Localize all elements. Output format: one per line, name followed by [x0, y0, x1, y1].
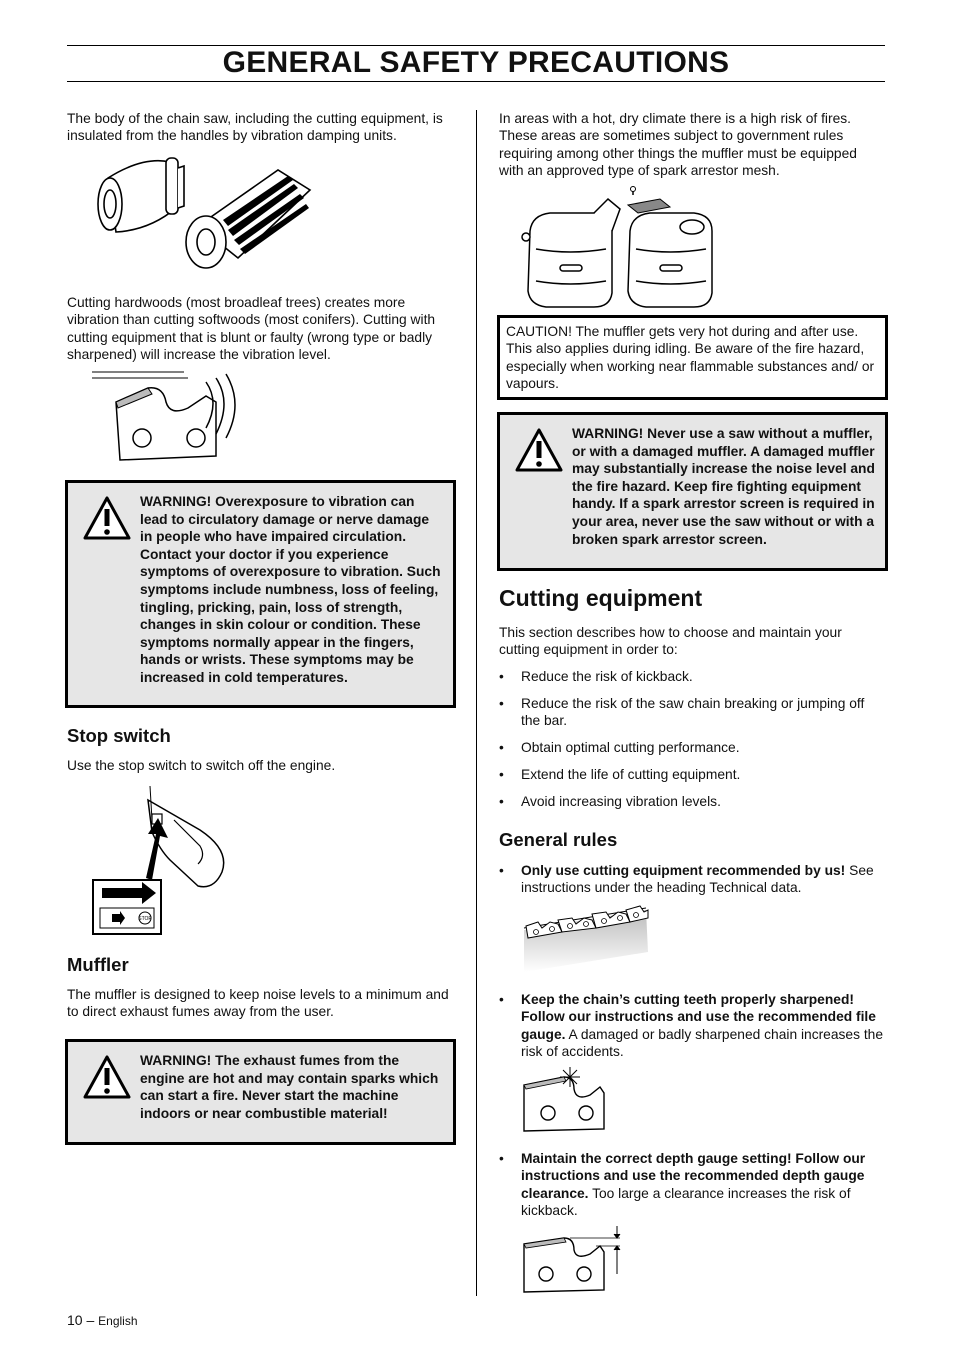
paragraph-hardwoods: Cutting hardwoods (most broadleaf trees) creates more vibration than cutting softwoods (most conifers). Cutting with cutting equipment that is blunt or faulty (wrong type or badly sharpened) will increase the vibration level. — [67, 295, 436, 363]
rule-bold-text: Maintain the correct depth gauge setting! Follow our instructions and use the recommended depth gauge clearance. — [521, 1151, 866, 1201]
paragraph-vibration-units: The body of the chain saw, including the cutting equipment, is insulated from the handles by vibration damping units. — [67, 111, 443, 144]
paragraph-cutting-intro: This section describes how to choose and maintain your cutting equipment in order to: — [499, 625, 842, 658]
bullet-dot: • — [499, 1151, 504, 1166]
list-item: • Extend the life of cutting equipment. — [499, 766, 885, 783]
paragraph-muffler: The muffler is designed to keep noise levels to a minimum and to direct exhaust fumes away from the user. — [67, 987, 449, 1020]
paragraph-hot-climate: In areas with a hot, dry climate there is a high risk of fires. These areas are sometimes subject to government rules requiring among other things the muffler must be equipped with an approved type of spark arrestor mesh. — [499, 111, 857, 179]
warning-box-exhaust — [65, 1039, 456, 1145]
rule-item-depth-gauge — [499, 1150, 885, 1220]
damping-units-illustration — [88, 150, 323, 280]
warning-triangle-icon — [82, 1054, 132, 1100]
warning-text-vibration: WARNING! Overexposure to vibration can lead to circulatory damage or nerve damage in people who have impaired circulation. Contact your doctor if you experience symptoms of overexposure to vibration. Such symptoms include numbness, loss of feeling, tingling, pricking, pain, loss of strength, changes in skin colour or condition. These symptoms normally appear in the fingers, hands or wrists. These symptoms may be increased in cold temperatures. — [140, 494, 441, 685]
warning-triangle-icon — [514, 427, 564, 473]
cutting-goals-list — [499, 668, 885, 820]
cutting-tooth-illustration — [520, 1065, 610, 1135]
bullet-dot: • — [499, 863, 504, 878]
list-item: • Reduce the risk of kickback. — [499, 668, 885, 685]
footer-language: English — [98, 1314, 138, 1328]
warning-box-muffler — [497, 412, 888, 571]
list-item: • Reduce the risk of the saw chain breaking or jumping off the bar. — [499, 695, 885, 730]
rule-text: See instructions under the heading Technical data. — [521, 863, 874, 896]
footer-dash: – — [86, 1312, 99, 1328]
caution-text-muffler: CAUTION! The muffler gets very hot during and after use. This also applies during idling. Be aware of the fire hazard, especially when working near flammable substances and/ or vapours. — [506, 324, 875, 392]
warning-triangle-icon — [82, 495, 132, 541]
stop-label: STOP — [138, 916, 152, 922]
rule-text: Too large a clearance increases the risk of kickback. — [521, 1185, 851, 1219]
list-item: • Avoid increasing vibration levels. — [499, 793, 885, 810]
column-divider — [476, 110, 477, 1296]
depth-gauge-illustration — [520, 1226, 630, 1296]
rule-bold-text: Only use cutting equipment recommended by us! — [521, 863, 846, 878]
caution-box-muffler — [497, 315, 888, 400]
list-item: • Obtain optimal cutting performance. — [499, 739, 885, 756]
heading-cutting-equipment: Cutting equipment — [499, 585, 703, 611]
warning-text-exhaust: WARNING! The exhaust fumes from the engine are hot and may contain sparks which can start a fire. Never start the machine indoors or near combustible material! — [140, 1053, 439, 1121]
stop-switch-illustration — [90, 780, 235, 938]
saw-chain-illustration — [522, 902, 652, 972]
warning-text-muffler: WARNING! Never use a saw without a muffler, or with a damaged muffler. A damaged muffler may substantially increase the noise level and the fire hazard. Keep fire fighting equipment handy. If a spark arrestor screen is required in your area, never use the saw without or with a broken spark arrestor screen. — [572, 426, 875, 547]
muffler-illustration — [520, 185, 716, 315]
rule-text: A damaged or badly sharpened chain increases the risk of accidents. — [521, 1026, 884, 1060]
bullet-dot: • — [499, 992, 504, 1007]
title-rule-bottom — [67, 81, 885, 82]
warning-box-vibration — [65, 480, 456, 708]
rule-bold-text: Keep the chain’s cutting teeth properly sharpened! Follow our instructions and use the recommended file gauge. — [521, 992, 876, 1042]
heading-general-rules: General rules — [499, 829, 618, 850]
heading-muffler: Muffler — [67, 954, 129, 975]
vibrating-chain-illustration — [88, 368, 258, 466]
page-number: 10 — [67, 1312, 83, 1328]
rule-item-sharpen-teeth — [499, 991, 885, 1061]
paragraph-stop-switch: Use the stop switch to switch off the engine. — [67, 758, 336, 773]
page-title: GENERAL SAFETY PRECAUTIONS — [222, 46, 730, 79]
page-footer — [67, 1312, 138, 1328]
rule-item-recommended-equipment — [499, 862, 885, 897]
heading-stop-switch: Stop switch — [67, 725, 171, 746]
